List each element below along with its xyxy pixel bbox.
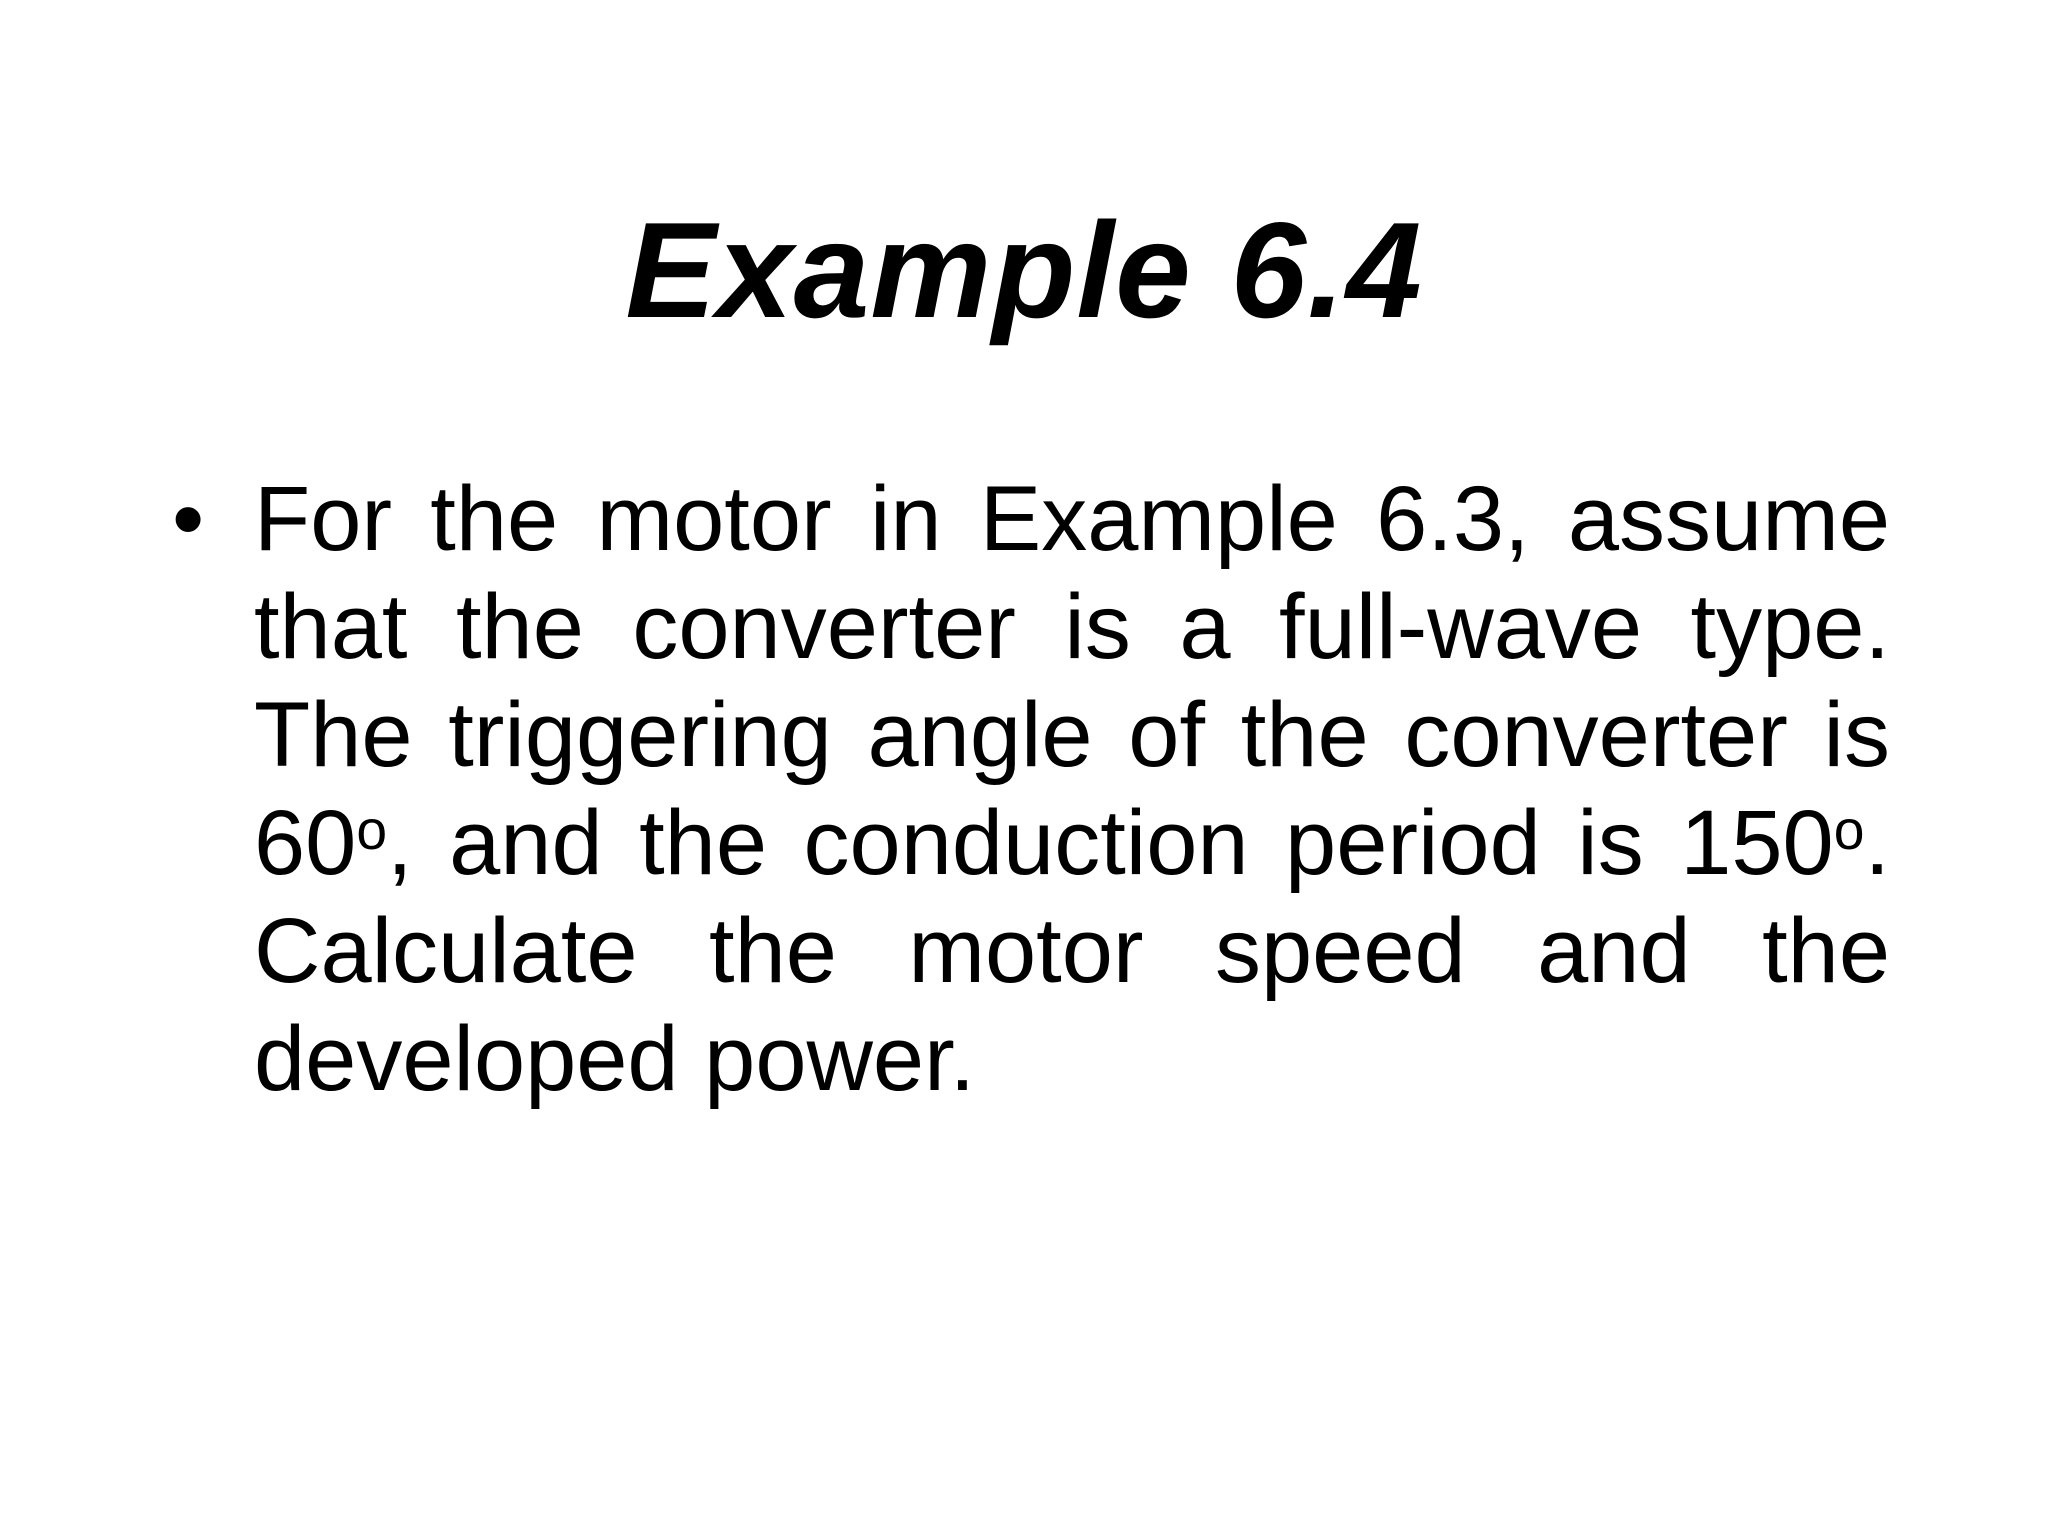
text-segment: , and the conduction period is 150 <box>387 792 1834 894</box>
text-segment: . Calculate the motor speed and the developed power. <box>254 792 1890 1110</box>
bullet-list <box>170 465 1890 1113</box>
degree-superscript: o <box>1833 799 1865 862</box>
bullet-item <box>170 465 1890 1113</box>
text-segment: For the motor in Example 6.3, assume that the converter is a full-wave type. The triggering angle of the converter is 60 <box>254 468 1890 894</box>
slide-title: Example 6.4 <box>625 194 1423 346</box>
bullet-text <box>254 465 1890 1113</box>
degree-superscript: o <box>356 799 388 862</box>
bullet-marker: • <box>172 468 205 570</box>
